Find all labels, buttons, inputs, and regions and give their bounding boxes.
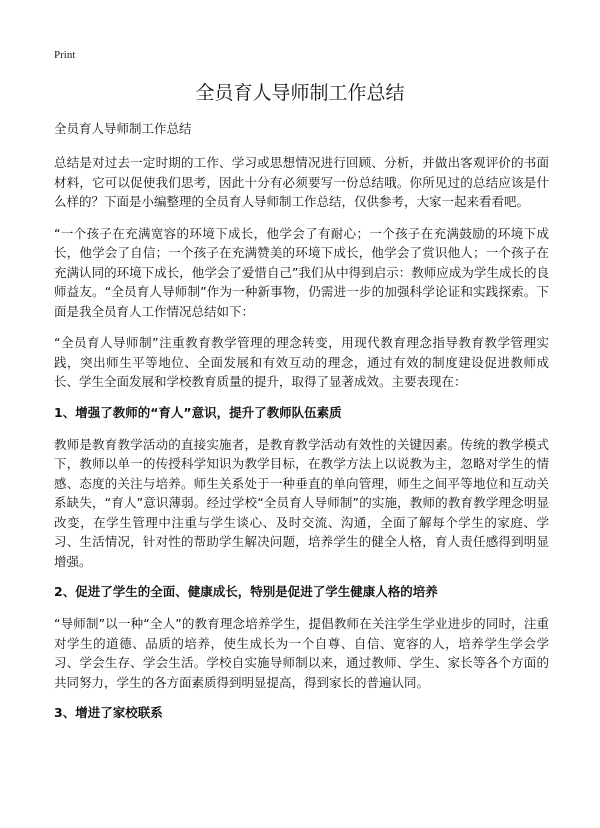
intro-paragraph: 总结是对过去一定时期的工作、学习或思想情况进行回顾、分析，并做出客观评价的书面材料，它可以促使我们思考，因此十分有必须要写一份总结哦。你所见过的总结应该是什么样的？下面是小编整理的全员育人导师制工作总结，仅供参考，大家一起来看看吧。 — [54, 155, 549, 209]
page-title: 全员育人导师制工作总结 — [195, 82, 405, 104]
document-subtitle: 全员育人导师制工作总结 — [54, 121, 192, 136]
print-link[interactable]: Print — [54, 49, 76, 61]
quote-paragraph: “一个孩子在充满宽容的环境下成长，他学会了有耐心；一个孩子在充满鼓励的环境下成长，他学会了自信；一个孩子在充满赞美的环境下成长，他学会了赏识他人；一个孩子在充满认同的环境下成长，他学会了爱惜自己”我们从中得到启示：教师应成为学生成长的良师益友。“全员育人导师制”作为一种新事物，仍需进一步的加强科学论证和实践探索。下面是我全员育人工作情况总结如下： — [54, 225, 549, 319]
section-1-paragraph: 教师是教育教学活动的直接实施者，是教育教学活动有效性的关键因素。传统的教学模式下，教师以单一的传授科学知识为教学目标，在教学方法上以说教为主，忽略对学生的情感、态度的关注与培养。师生关系处于一种垂直的单向管理，师生之间平等地位和互动关系缺失，“育人”意识薄弱。经过学校“全员育人导师制”的实施，教师的教育教学理念明显改变，在学生管理中注重与学生谈心、及时交流、沟通，全面了解每个学生的家庭、学习、生活情况，针对性的帮助学生解决问题，培养学生的健全人格，育人责任感得到明显增强。 — [54, 436, 549, 569]
summary-paragraph: “全员育人导师制”注重教育教学管理的理念转变，用现代教育理念指导教育教学管理实践，突出师生平等地位、全面发展和有效互动的理念，通过有效的制度建设促进教师成长、学生全面发展和学校教育质量的提升，取得了显著成效。主要表现在： — [54, 335, 549, 389]
section-heading-1: 1、增强了教师的“育人”意识，提升了教师队伍素质 — [54, 404, 342, 420]
section-2-paragraph: “导师制”以一种“全人”的教育理念培养学生，提倡教师在关注学生学业进步的同时，注重对学生的道德、品质的培养，使生成长为一个自尊、自信、宽容的人，培养学生学会学习、学会生存、学会生活。学校自实施导师制以来，通过教师、学生、家长等各个方面的共同努力，学生的各方面素质得到明显提高，得到家长的普遍认同。 — [54, 616, 549, 690]
section-heading-2: 2、促进了学生的全面、健康成长，特别是促进了学生健康人格的培养 — [54, 584, 438, 599]
document-body — [54, 120, 549, 735]
section-heading-3: 3、增进了家校联系 — [54, 705, 163, 720]
